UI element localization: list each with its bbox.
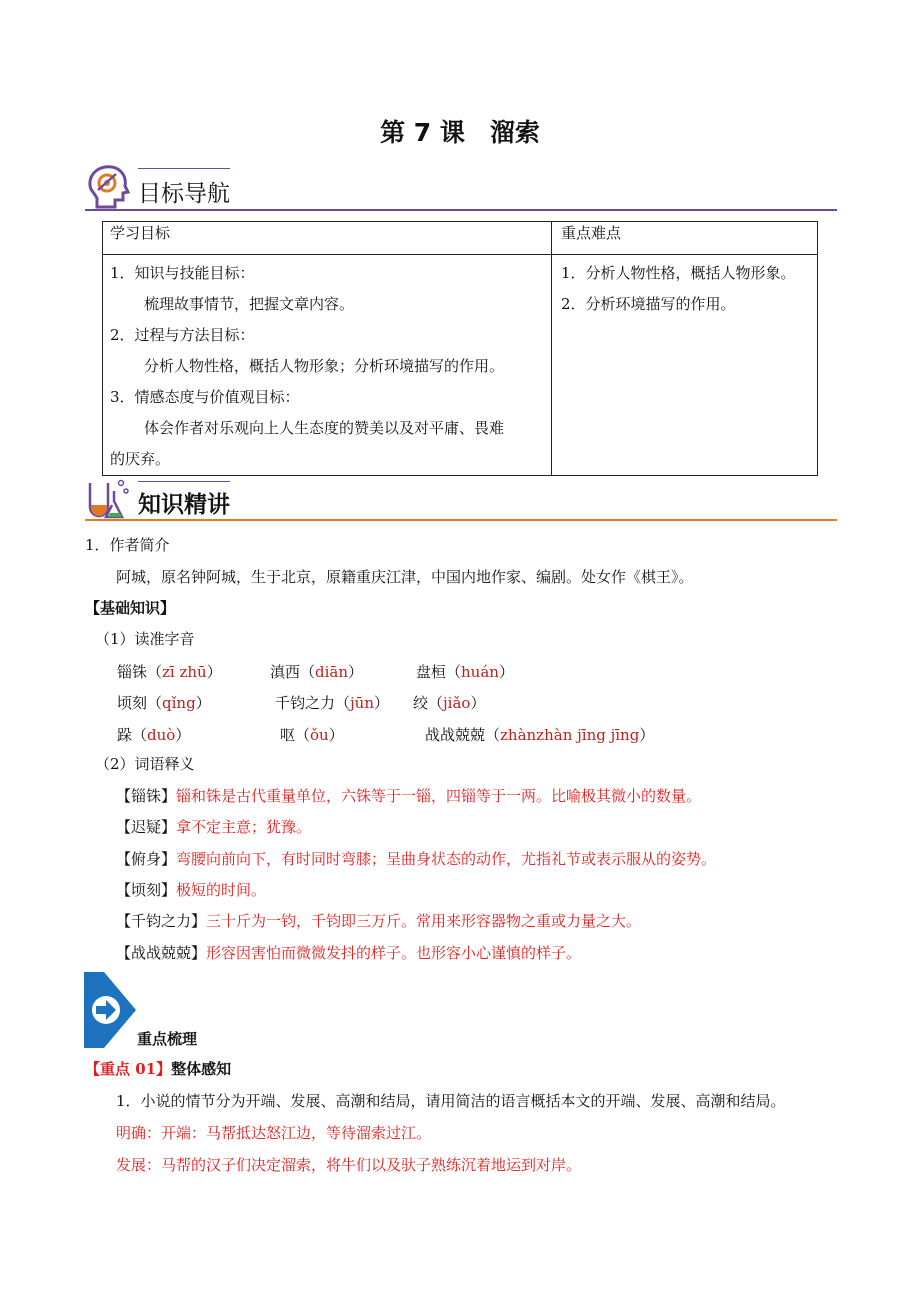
page-title: 第 7 课 溜索 [380, 118, 540, 147]
arrow-right-icon [84, 972, 136, 1048]
definition-item [116, 906, 641, 937]
pinyin-text: qǐng [162, 694, 196, 712]
definition-term: 【战战兢兢】 [116, 944, 207, 962]
definition-text: 锱和铢是古代重量单位，六铢等于一锱，四锱等于一两。比喻极其微小的数量。 [176, 787, 702, 805]
definition-item [116, 938, 581, 969]
section-divider [85, 519, 837, 521]
pinyin-item [117, 692, 211, 713]
pinyin-paren: ） [206, 663, 222, 681]
pinyin-word: 千钧之力（ [275, 694, 351, 712]
key-point-heading [85, 1054, 231, 1085]
goal-line: 1．知识与技能目标： [110, 264, 255, 282]
pinyin-text: jūn [350, 694, 374, 712]
answer-line: 发展：马帮的汉子们决定溜索，将牛们以及驮子熟练沉着地运到对岸。 [116, 1156, 582, 1174]
goal-line: 的厌弃。 [110, 450, 171, 468]
section-heading-bar [138, 481, 230, 482]
goal-line: 梳理故事情节，把握文章内容。 [144, 295, 355, 313]
pinyin-word: 呕（ [280, 726, 311, 744]
pinyin-word: 盘桓（ [416, 663, 462, 681]
key-point-tag: 【重点 01】 [85, 1060, 172, 1078]
brain-gear-icon [85, 162, 131, 210]
definition-item [116, 875, 266, 906]
author-text: 阿城，原名钟阿城，生于北京，原籍重庆江津，中国内地作家、编剧。处女作《棋王》。 [116, 568, 694, 586]
goal-line: 分析人物性格，概括人物形象；分析环境描写的作用。 [144, 357, 505, 375]
section-heading-bar [138, 168, 230, 169]
section-heading-goals: 目标导航 [138, 181, 230, 207]
pinyin-paren: ） [348, 663, 364, 681]
pinyin-text: duò [147, 726, 176, 744]
section-divider [85, 209, 837, 211]
pinyin-paren: ） [175, 726, 191, 744]
pinyin-paren: ） [195, 694, 211, 712]
pinyin-item [117, 661, 222, 682]
definition-text: 形容因害怕而微微发抖的样子。也形容小心谨慎的样子。 [206, 944, 582, 962]
definition-text: 三十斤为一钧，千钧即三万斤。常用来形容器物之重或力量之大。 [206, 912, 642, 930]
pinyin-item [280, 724, 344, 745]
pinyin-text: ǒu [310, 726, 329, 744]
sub-heading-pronunciation: （1）读准字音 [95, 630, 195, 648]
table-header-goals: 学习目标 [103, 222, 552, 255]
pinyin-text: zhànzhàn jīng jīng [500, 726, 640, 744]
pinyin-paren: ） [470, 694, 486, 712]
keypoint-line: 1．分析人物性格，概括人物形象。 [561, 264, 796, 282]
pinyin-paren: ） [374, 694, 390, 712]
basic-heading: 【基础知识】 [85, 599, 176, 617]
definition-text: 拿不定主意；犹豫。 [176, 818, 312, 836]
definition-term: 【锱铢】 [116, 787, 177, 805]
section-heading-knowledge: 知识精讲 [138, 492, 230, 518]
pinyin-paren: ） [498, 663, 514, 681]
definition-term: 【千钧之力】 [116, 912, 207, 930]
pinyin-text: huán [461, 663, 499, 681]
key-point-title: 整体感知 [171, 1060, 232, 1078]
author-heading: 1．作者简介 [85, 536, 170, 554]
definition-term: 【俯身】 [116, 850, 177, 868]
pinyin-item [117, 724, 190, 745]
question-text: 1．小说的情节分为开端、发展、高潮和结局，请用简洁的语言概括本文的开端、发展、高潮和结局。 [116, 1092, 786, 1110]
goal-line: 3．情感态度与价值观目标： [110, 388, 300, 406]
definition-term: 【顷刻】 [116, 881, 177, 899]
pinyin-word: 锱铢（ [117, 663, 163, 681]
keypoint-line: 2．分析环境描写的作用。 [561, 295, 736, 313]
definition-item [116, 844, 716, 875]
pinyin-item [425, 724, 654, 745]
keypoints-cell [552, 255, 818, 476]
pinyin-word: 顷刻（ [117, 694, 163, 712]
pinyin-item [275, 692, 389, 713]
pinyin-text: zī zhū [162, 663, 207, 681]
pinyin-item [416, 661, 514, 682]
pinyin-item [413, 692, 485, 713]
pinyin-word: 跺（ [117, 726, 148, 744]
goal-line: 2．过程与方法目标： [110, 326, 255, 344]
definition-item [116, 812, 311, 843]
definition-text: 弯腰向前向下，有时同时弯膝；呈曲身状态的动作，尤指礼节或表示服从的姿势。 [176, 850, 717, 868]
definition-text: 极短的时间。 [176, 881, 267, 899]
goal-line: 体会作者对乐观向上人生态度的赞美以及对平庸、畏难 [144, 419, 505, 437]
table-header-keypoints: 重点难点 [552, 222, 818, 255]
answer-line: 明确：开端：马帮抵达怒江边，等待溜索过江。 [116, 1124, 432, 1142]
pinyin-word: 战战兢兢（ [425, 726, 501, 744]
definition-term: 【迟疑】 [116, 818, 177, 836]
pinyin-paren: ） [639, 726, 655, 744]
goals-table [102, 221, 818, 476]
pinyin-paren: ） [328, 726, 344, 744]
pinyin-item [270, 661, 363, 682]
pinyin-text: diān [315, 663, 349, 681]
goals-cell [103, 255, 552, 476]
section-heading-keypoints: 重点梳理 [137, 1030, 198, 1048]
pinyin-text: jiǎo [443, 694, 471, 712]
pinyin-word: 滇西（ [270, 663, 316, 681]
pinyin-word: 绞（ [413, 694, 444, 712]
flask-icon [84, 477, 130, 521]
sub-heading-definitions: （2）词语释义 [95, 755, 195, 773]
definition-item [116, 781, 701, 812]
